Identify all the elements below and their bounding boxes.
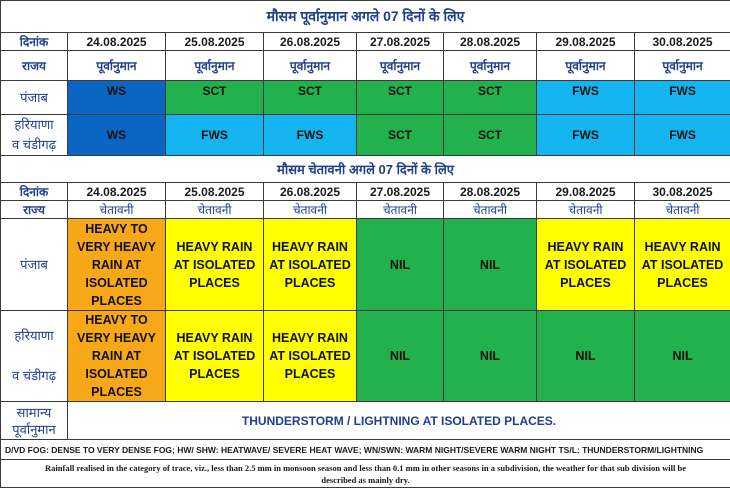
forecast-cell: SCT <box>444 115 537 156</box>
warning-text-line: PLACES <box>560 275 611 290</box>
date-header: 25.08.2025 <box>166 33 264 51</box>
warning-text-line: HEAVY TO <box>85 221 148 236</box>
warning-column-label: चेतावनी <box>444 201 537 219</box>
legend-note: D/VD FOG: DENSE TO VERY DENSE FOG; HW/ SHW: HEATWAVE/ SEVERE HEAT WAVE; WN/SWN: WARM NIGHT/SEVERE WARM NIGHT TS/L: THUNDERSTORM/LIGHTNING <box>1 440 730 460</box>
warning-cell <box>68 219 166 311</box>
forecast-cell: SCT <box>166 81 264 115</box>
date-header: 26.08.2025 <box>264 183 357 201</box>
date-label: दिनांक <box>1 33 68 51</box>
forecast-title: मौसम पूर्वानुमान अगले 07 दिनों के लिए <box>1 1 730 33</box>
warning-text-line: AT ISOLATED <box>269 257 351 272</box>
warning-title: मौसम चेतावनी अगले 07 दिनों के लिए <box>1 156 730 183</box>
warning-text-line: PLACES <box>284 275 336 290</box>
rainfall-note-line1: Rainfall realised in the category of trace, viz., less than 2.5 mm in monsoon season and less than 0.1 mm in other seasons in a subdivision, the weather for that sub division will be <box>45 462 686 473</box>
warning-text-line: PLACES <box>91 293 142 308</box>
date-label: दिनांक <box>1 183 68 201</box>
warning-text-line: HEAVY RAIN <box>272 331 348 345</box>
rainfall-note <box>1 460 730 488</box>
warning-cell <box>635 219 730 311</box>
date-header: 25.08.2025 <box>166 183 264 201</box>
state-name-text: पंजाब <box>20 89 48 105</box>
general-forecast-text: THUNDERSTORM / LIGHTNING AT ISOLATED PLACES. <box>68 402 730 440</box>
warning-text-line: RAIN AT <box>91 349 142 363</box>
date-header: 27.08.2025 <box>357 183 444 201</box>
forecast-column-label: पूर्वानुमान <box>68 51 166 81</box>
forecast-column-label: पूर्वानुमान <box>444 51 537 81</box>
date-header: 29.08.2025 <box>537 183 635 201</box>
forecast-cell: FWS <box>166 115 264 156</box>
warning-cell <box>264 219 357 311</box>
warning-text-line: AT ISOLATED <box>269 349 351 363</box>
date-header: 30.08.2025 <box>635 33 730 51</box>
date-header: 24.08.2025 <box>68 183 166 201</box>
warning-text-line: NIL <box>479 349 501 363</box>
state-name-text: पंजाब <box>20 256 48 272</box>
warning-text-line: NIL <box>389 257 411 272</box>
date-header: 28.08.2025 <box>444 33 537 51</box>
forecast-column-label: पूर्वानुमान <box>357 51 444 81</box>
warning-cell <box>166 311 264 402</box>
warning-column-label: चेतावनी <box>166 201 264 219</box>
state-name <box>1 115 68 156</box>
date-header: 29.08.2025 <box>537 33 635 51</box>
warning-text-line: ISOLATED <box>85 367 148 381</box>
date-header: 26.08.2025 <box>264 33 357 51</box>
state-label: राज्य <box>1 201 68 219</box>
warning-column-label: चेतावनी <box>264 201 357 219</box>
forecast-column-label: पूर्वानुमान <box>166 51 264 81</box>
warning-text-line: HEAVY RAIN <box>644 239 721 254</box>
warning-text-line: NIL <box>479 257 501 272</box>
warning-cell <box>357 219 444 311</box>
warning-text-line: PLACES <box>284 367 336 381</box>
forecast-cell: WS <box>68 115 166 156</box>
forecast-cell: FWS <box>264 115 357 156</box>
warning-text-line: AT ISOLATED <box>173 257 256 272</box>
warning-column-label: चेतावनी <box>537 201 635 219</box>
warning-text-line: PLACES <box>189 275 240 290</box>
warning-column-label: चेतावनी <box>357 201 444 219</box>
state-name <box>1 219 68 311</box>
forecast-cell: SCT <box>264 81 357 115</box>
warning-cell <box>357 311 444 402</box>
date-header: 30.08.2025 <box>635 183 730 201</box>
warning-text-line: NIL <box>389 349 411 363</box>
warning-cell <box>444 219 537 311</box>
forecast-cell: FWS <box>635 81 730 115</box>
warning-cell <box>68 311 166 402</box>
date-header: 24.08.2025 <box>68 33 166 51</box>
warning-text-line: RAIN AT <box>91 257 142 272</box>
warning-text-line: PLACES <box>189 367 240 381</box>
warning-column-label: चेतावनी <box>635 201 730 219</box>
warning-text-line: HEAVY RAIN <box>547 239 624 254</box>
warning-cell <box>166 219 264 311</box>
state-name-line1: हरियाणा <box>14 328 54 343</box>
state-name <box>1 311 68 402</box>
state-label: राजय <box>1 51 68 81</box>
state-name-line2: व चंडीगढ़ <box>11 368 57 383</box>
forecast-cell: FWS <box>635 115 730 156</box>
warning-cell <box>537 219 635 311</box>
date-header: 27.08.2025 <box>357 33 444 51</box>
forecast-cell: WS <box>68 81 166 115</box>
forecast-column-label: पूर्वानुमान <box>264 51 357 81</box>
warning-text-line: HEAVY RAIN <box>272 239 348 254</box>
warning-cell <box>635 311 730 402</box>
warning-text-line: NIL <box>575 349 596 363</box>
warning-text-line: ISOLATED <box>85 275 148 290</box>
forecast-cell: SCT <box>444 81 537 115</box>
forecast-column-label: पूर्वानुमान <box>537 51 635 81</box>
date-header: 28.08.2025 <box>444 183 537 201</box>
state-name-line2: व चंडीगढ़ <box>11 137 57 152</box>
warning-text-line: HEAVY RAIN <box>176 239 253 254</box>
warning-text-line: PLACES <box>91 385 142 399</box>
warning-text-line: VERY HEAVY <box>77 239 156 254</box>
warning-cell <box>264 311 357 402</box>
general-forecast-label <box>1 402 68 440</box>
forecast-cell: SCT <box>357 81 444 115</box>
warning-text-line: AT ISOLATED <box>544 257 627 272</box>
warning-text-line: VERY HEAVY <box>77 331 156 345</box>
forecast-cell: SCT <box>357 115 444 156</box>
warning-text-line: AT ISOLATED <box>641 257 724 272</box>
warning-column-label: चेतावनी <box>68 201 166 219</box>
warning-text-line: HEAVY TO <box>85 313 148 327</box>
state-name <box>1 81 68 115</box>
forecast-cell: FWS <box>537 81 635 115</box>
warning-text-line: AT ISOLATED <box>173 349 256 363</box>
general-label-line1: सामान्य <box>16 404 52 420</box>
forecast-cell: FWS <box>537 115 635 156</box>
forecast-column-label: पूर्वानुमान <box>635 51 730 81</box>
general-label-line2: पूर्वानुमान <box>12 421 56 437</box>
warning-text-line: PLACES <box>657 275 708 290</box>
state-name-line1: हरियाणा <box>14 117 54 132</box>
warning-cell <box>537 311 635 402</box>
warning-text-line: HEAVY RAIN <box>176 331 253 345</box>
warning-cell <box>444 311 537 402</box>
warning-text-line: NIL <box>672 349 693 363</box>
rainfall-note-line2: described as mainly dry. <box>321 474 410 485</box>
